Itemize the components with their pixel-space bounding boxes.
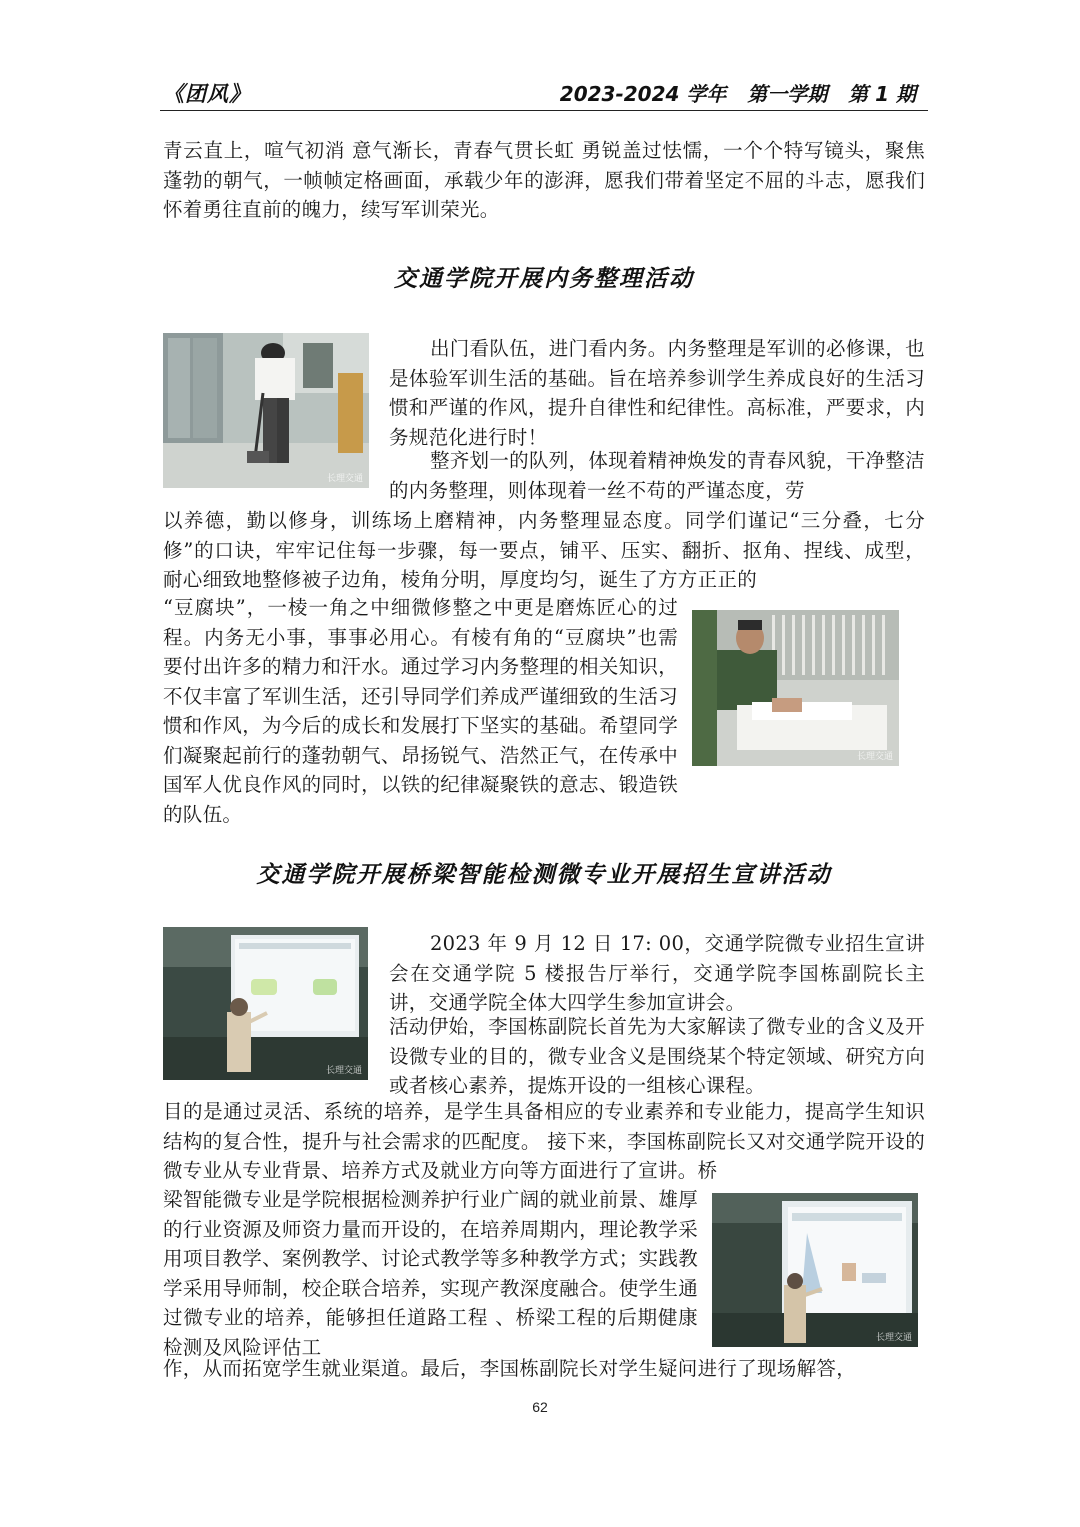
photo-student-sweeping-image xyxy=(163,333,369,488)
photo-lecture-2-image xyxy=(712,1193,918,1347)
section-title-housekeeping: 交通学院开展内务整理活动 xyxy=(394,265,694,292)
housekeeping-paragraph-2b: 以养德，勤以修身，训练场上磨精神，内务整理显态度。同学们谨记“三分叠，七分修”的口诀，牢牢记住每一步骤，每一要点，铺平、压实、翻折、抠角、捏线、成型，耐心细致地整修被子边角，棱角分明，厚度均匀，诞生了方方正正的 xyxy=(163,509,925,591)
photo-quilt-folding xyxy=(692,610,899,766)
micro-major-paragraph-1: 2023 年 9 月 12 日 17: 00，交通学院微专业招生宣讲会在交通学院 5 楼报告厅举行，交通学院李国栋副院长主讲，交通学院全体大四学生参加宣讲会。 xyxy=(389,932,925,1014)
journal-name: 《团风》 xyxy=(163,82,251,106)
photo-lecture-2 xyxy=(712,1193,918,1347)
intro-paragraph: 青云直上，喧气初消 意气渐长，青春气贯长虹 勇锐盖过怯懦，一个个特写镜头，聚焦蓬勃的朝气，一帧帧定格画面，承载少年的澎湃，愿我们带着坚定不屈的斗志，愿我们怀着勇往直前的魄力，续写军训荣光。 xyxy=(163,139,925,221)
housekeeping-paragraph-2a: 整齐划一的队列，体现着精神焕发的青春风貌，干净整洁的内务整理，则体现着一丝不苟的严谨态度，劳 xyxy=(389,449,925,502)
micro-major-paragraph-2a: 活动伊始，李国栋副院长首先为大家解读了微专业的含义及开设微专业的目的，微专业含义是围绕某个特定领域、研究方向或者核心素养，提炼开设的一组核心课程。 xyxy=(389,1015,925,1097)
issue-info: 2023-2024 学年 第一学期 第 1 期 xyxy=(559,82,916,106)
housekeeping-paragraph-2c: “豆腐块”，一棱一角之中细微修整之中更是磨炼匠心的过程。内务无小事，事事必用心。有棱有角的“豆腐块”也需要付出许多的精力和汗水。通过学习内务整理的相关知识，不仅丰富了军训生活，还引导同学们养成严谨细致的生活习惯和作风，为今后的成长和发展打下坚实的基础。希望同学们凝聚起前行的蓬勃朝气、昂扬锐气、浩然正气，在传承中国军人优良作风的同时，以铁的纪律凝聚铁的意志、锻造铁的队伍。 xyxy=(163,596,678,826)
micro-major-paragraph-4: 作，从而拓宽学生就业渠道。最后，李国栋副院长对学生疑问进行了现场解答， xyxy=(163,1357,857,1380)
photo-watermark: 长理交通 xyxy=(326,474,363,484)
photo-watermark: 长理交通 xyxy=(325,1066,362,1076)
photo-watermark: 长理交通 xyxy=(875,1333,912,1343)
photo-lecture-1-image xyxy=(163,927,368,1080)
micro-major-paragraph-2b: 目的是通过灵活、系统的培养，是学生具备相应的专业素养和专业能力，提高学生知识结构的复合性，提升与社会需求的匹配度。 接下来，李国栋副院长又对交通学院开设的微专业从专业背景、培养方式及就业方向等方面进行了宣讲。桥 xyxy=(163,1100,925,1182)
photo-watermark: 长理交通 xyxy=(856,752,893,762)
header-divider xyxy=(160,110,928,111)
photo-lecture-1 xyxy=(163,927,368,1080)
page-number: 62 xyxy=(532,1399,548,1415)
photo-student-sweeping xyxy=(163,333,369,488)
section-title-micro-major: 交通学院开展桥梁智能检测微专业开展招生宣讲活动 xyxy=(256,861,832,888)
photo-quilt-folding-image xyxy=(692,610,899,766)
micro-major-paragraph-3: 梁智能微专业是学院根据检测养护行业广阔的就业前景、雄厚的行业资源及师资力量而开设的，在培养周期内，理论教学采用项目教学、案例教学、讨论式教学等多种教学方式；实践教学采用导师制，校企联合培养，实现产教深度融合。使学生通过微专业的培养，能够担任道路工程 、桥梁工程的后期健康检测及风险评估工 xyxy=(163,1188,698,1359)
housekeeping-paragraph-1: 出门看队伍，进门看内务。内务整理是军训的必修课，也是体验军训生活的基础。旨在培养参训学生养成良好的生活习惯和严谨的作风，提升自律性和纪律性。高标准，严要求，内务规范化进行时！ xyxy=(389,337,925,449)
